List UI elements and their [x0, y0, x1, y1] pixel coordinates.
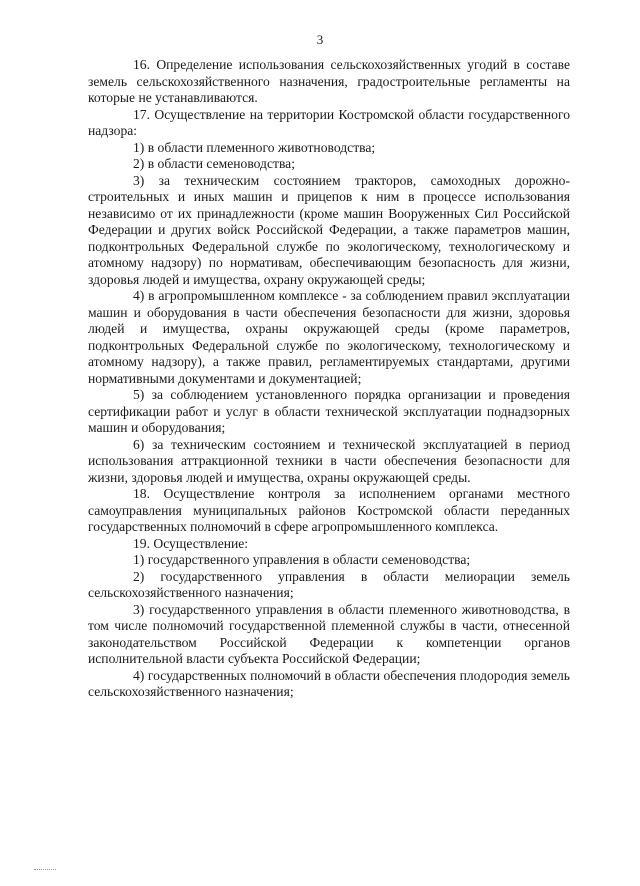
paragraph-17: 17. Осуществление на территории Костромской области государственного надзора: — [88, 106, 570, 138]
paragraph-17-item-2: 2) в области семеноводства; — [133, 156, 295, 171]
paragraph-18: 18. Осуществление контроля за исполнением органами местного самоуправления муниципальных районов Костромской области переданных государственных полномочий в сфере агропромышленного комплекса. — [88, 486, 570, 534]
paragraph-19-item-1: 1) государственного управления в области семеноводства; — [133, 552, 471, 567]
paragraph-17-item-3: 3) за техническим состоянием тракторов, самоходных дорожно-строительных и иных машин и прицепов к ним в процессе использования независимо от их принадлежности (кроме машин Вооруженных Сил Российской Федерации и других войск Российской Федерации, а также параметров машин, подконтрольных Федеральной службе по экологическому, технологическому и атомному надзору) по нормативам, обеспечивающим безопасность для жизни, здоровья людей и имущества, охрану окружающей среды; — [88, 172, 570, 287]
paragraph-19-item-3: 3) государственного управления в области племенного животноводства, в том числе полномочий государственной племенной службы в части, отнесенной законодательством Российской Федерации к компетенции органов исполнительной власти субъекта Российской Федерации; — [88, 601, 570, 666]
page-number: 3 — [316, 32, 324, 47]
paragraph-17-item-1: 1) в области племенного животноводства; — [133, 139, 376, 155]
document-body — [88, 57, 570, 701]
paragraph-19-item-2: 2) государственного управления в области мелиорации земель сельскохозяйственного назначения; — [88, 568, 570, 600]
paragraph-17-item-4: 4) в агропромышленном комплексе - за соблюдением правил эксплуатации машин и оборудования в части обеспечения безопасности для жизни, здоровья людей и имущества, охраны окружающей среды (кроме параметров, подконтрольных Федеральной службе по экологическому, технологическому и атомному надзору), а также правил, регламентируемых стандартами, другими нормативными документами и документацией; — [88, 288, 570, 386]
paragraph-17-item-5: 5) за соблюдением установленного порядка организации и проведения сертификации работ и услуг в области технической эксплуатации поднадзорных машин и оборудования; — [88, 387, 570, 435]
paragraph-19-item-4: 4) государственных полномочий в области обеспечения плодородия земель сельскохозяйственного назначения; — [88, 667, 570, 699]
paragraph-17-item-6: 6) за техническим состоянием и технической эксплуатацией в период использования аттракционной техники в части обеспечения безопасности для жизни, здоровья людей и имущества, охраны окружающей среды. — [88, 436, 570, 485]
paragraph-19: 19. Осуществление: — [133, 535, 249, 551]
scan-artifact — [34, 869, 56, 871]
paragraph-16: 16. Определение использования сельскохозяйственных угодий в составе земель сельскохозяйственного назначения, градостроительные регламенты на которые не устанавливаются. — [88, 57, 570, 105]
